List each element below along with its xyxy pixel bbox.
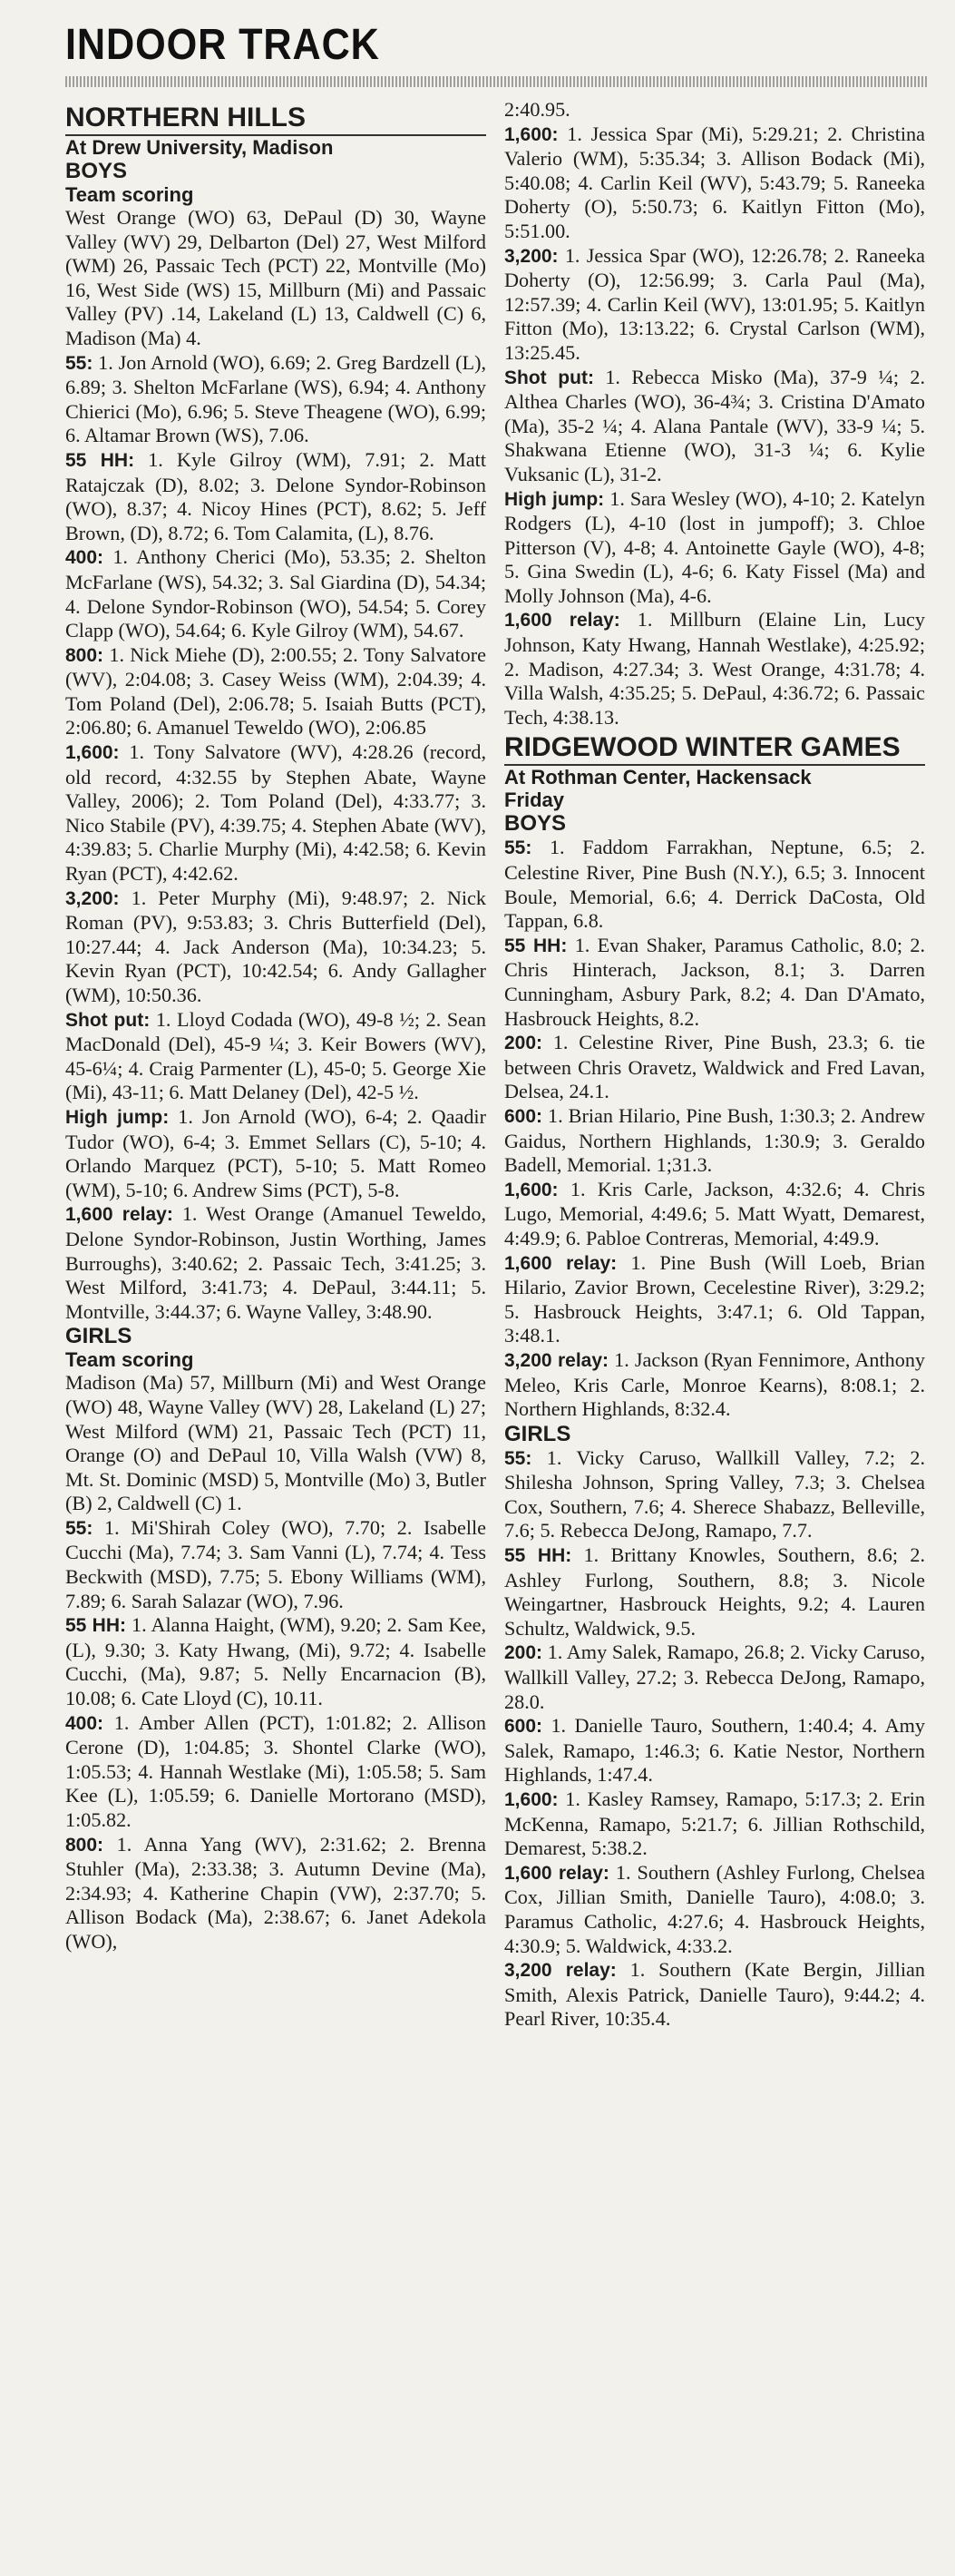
event-label: 3,200 relay: xyxy=(504,1349,609,1371)
event-result xyxy=(504,1958,925,2032)
event-result xyxy=(504,1788,925,1861)
event-label: Shot put: xyxy=(504,367,594,388)
event-label: 1,600 relay: xyxy=(504,1252,618,1274)
event-text: 1. Danielle Tauro, Southern, 1:40.4; 4. Amy Salek, Ramapo, 1:46.3; 6. Katie Nestor, Northern Highlands, 1:47.4. xyxy=(504,1714,926,1787)
event-result xyxy=(65,1008,486,1105)
event-label: 600: xyxy=(504,1716,543,1738)
event-text: 1. Faddom Farrakhan, Neptune, 6.5; 2. Celestine River, Pine Bush (N.Y.), 6.5; 3. Innocent Boule, Memorial, 6.6; 4. Derrick DaCosta, Old Tappan, 6.8. xyxy=(504,836,926,933)
event-result xyxy=(65,1202,486,1324)
event-text: 1. West Orange (Amanuel Teweldo, Delone Syndor-Robinson, Justin Worthing, James Burroughs), 3:40.62; 2. Passaic Tech, 3:41.25; 3. West Milford, 3:41.73; 4. DePaul, 3:44.11; 5. Montville, 3:44.37; 6. Wayne Valley, 3:48.90. xyxy=(65,1202,486,1323)
event-result xyxy=(65,1833,486,1954)
meet-title-ridgewood: RIDGEWOOD WINTER GAMES xyxy=(504,733,925,766)
event-result xyxy=(504,122,925,244)
event-label: 600: xyxy=(504,1105,543,1127)
event-label: 55: xyxy=(65,1517,93,1539)
event-text: 1. Lloyd Codada (WO), 49-8 ½; 2. Sean MacDonald (Del), 45-9 ¼; 3. Keir Bowers (WV), 45-6¼; 4. Craig Parmenter (L), 45-0; 5. George Xie (Mi), 43-11; 6. Matt Delaney (Del), 42-5 ½. xyxy=(65,1007,487,1104)
boys-heading-2: BOYS xyxy=(504,811,567,837)
event-result xyxy=(504,1178,925,1251)
event-text: 1. Alanna Haight, (WM), 9.20; 2. Sam Kee, (L), 9.30; 3. Katy Hwang, (Mi), 9.72; 4. Isabelle Cucchi, (Ma), 9.87; 5. Nelly Encarnacion (B), 10.08; 6. Cate Lloyd (C), 10.11. xyxy=(65,1613,486,1710)
event-text: 1. Kris Carle, Jackson, 4:32.6; 4. Chris Lugo, Memorial, 4:49.6; 5. Matt Wyatt, Demarest, 4:49.9; 6. Pabloe Contreras, Memorial, 4:49.9. xyxy=(504,1177,926,1249)
event-text: 1. Jackson (Ryan Fennimore, Anthony Meleo, Kris Carle, Monroe Kearns), 8:08.1; 2. Northern Highlands, 8:32.4. xyxy=(504,1347,926,1421)
event-text: 1. Vicky Caruso, Wallkill Valley, 7.2; 2. Shilesha Johnson, Spring Valley, 7.3; 3. Chelsea Cox, Southern, 7.6; 4. Sherece Shabazz, Belleville, 7.6; 5. Rebecca DeJong, Ramapo, 7.7. xyxy=(504,1445,926,1543)
event-text: 1. Brittany Knowles, Southern, 8.6; 2. Ashley Furlong, Southern, 8.8; 3. Nicole Weingartner, Hasbrouck Heights, 9.2; 4. Lauren Schultz, Waldwick, 9.5. xyxy=(504,1543,925,1640)
event-text: 1. Jon Arnold (WO), 6.69; 2. Greg Bardzell (L), 6.89; 3. Shelton McFarlane (WS), 6.94; 4. Anthony Chierici (Mo), 6.96; 5. Steve Theagene (WO), 6.99; 6. Altamar Brown (WS), 7.06. xyxy=(65,350,487,447)
event-text: 1. Jessica Spar (Mi), 5:29.21; 2. Christina Valerio (WM), 5:35.34; 3. Allison Bodack (Mi), 5:40.08; 4. Carlin Keil (WV), 5:43.79; 5. Raneeka Doherty (O), 5:50.73; 6. Kaitlyn Fitton (Mo), 5:51.00. xyxy=(504,122,925,242)
event-label: 1,600: xyxy=(504,123,559,145)
event-label: Shot put: xyxy=(65,1009,151,1031)
event-label: 1,600 relay: xyxy=(504,610,620,632)
event-text: 1. Jon Arnold (WO), 6-4; 2. Qaadir Tudor (WO), 6-4; 3. Emmet Sellars (C), 5-10; 4. Orlando Marquez (PCT), 5-10; 5. Matt Romeo (WM), 5-10; 6. Andrew Sims (PCT), 5-8. xyxy=(65,1104,486,1201)
event-label: 3,200 relay: xyxy=(504,1960,617,1982)
left-column xyxy=(65,98,486,2032)
event-result xyxy=(65,643,486,740)
event-label: 400: xyxy=(65,1712,104,1734)
girls-heading: GIRLS xyxy=(65,1324,132,1349)
boys-results-2 xyxy=(504,836,925,1421)
event-label: 55 HH: xyxy=(504,1545,572,1567)
meet-location: At Drew University, Madison xyxy=(65,136,334,159)
boys-team-scoring: West Orange (WO) 63, DePaul (D) 30, Wayne Valley (WV) 29, Delbarton (Del) 27, West Milford (WM) 26, Passaic Tech (PCT) 22, Montville (Mo) 16, West Side (WS) 15, Millburn (Mi) and Passaic Valley (PV) .14, Lakeland (L) 13, Caldwell (C) 6, Madison (Ma) 4. xyxy=(65,206,486,349)
event-label: 55 HH: xyxy=(504,935,568,956)
event-label: 3,200: xyxy=(65,887,120,909)
event-text: 1. Kasley Ramsey, Ramapo, 5:17.3; 2. Erin McKenna, Ramapo, 5:21.7; 6. Jillian Rothschild, Demarest, 5:38.2. xyxy=(504,1788,925,1860)
event-result xyxy=(504,1641,925,1714)
girls-team-scoring: Madison (Ma) 57, Millburn (Mi) and West Orange (WO) 48, Wayne Valley (WV) 28, Lakeland (L) 27; West Milford (WM) 21, Passaic Tech (PCT) 11, Orange (O) and DePaul 10, Villa Walsh (VW) 8, Mt. St. Dominic (MSD) 5, Montville (Mo) 3, Butler (B) 2, Caldwell (C) 1. xyxy=(65,1371,486,1515)
event-text: 1. Mi'Shirah Coley (WO), 7.70; 2. Isabelle Cucchi (Ma), 7.74; 3. Sam Vanni (L), 7.74; 4. Tess Beckwith (MSD), 7.75; 5. Ebony Williams (WM), 7.89; 6. Sarah Salazar (WO), 7.96. xyxy=(65,1515,486,1612)
event-result xyxy=(504,934,925,1031)
boys-results xyxy=(65,351,486,1325)
girls-results-continued xyxy=(504,122,925,730)
event-label: 55: xyxy=(65,352,93,374)
event-label: 1,600 relay: xyxy=(65,1204,173,1226)
event-text: 1. Anthony Cherici (Mo), 53.35; 2. Shelton McFarlane (WS), 54.32; 3. Sal Giardina (D), 54.34; 4. Delone Syndor-Robinson (WO), 54.54; 5. Corey Clapp (WO), 54.64; 6. Kyle Gilroy (WM), 54.67. xyxy=(65,545,486,642)
event-label: High jump: xyxy=(65,1106,170,1128)
event-text: 1. Peter Murphy (Mi), 9:48.97; 2. Nick Roman (PV), 9:53.83; 3. Chris Butterfield (Del), 10:27.44; 4. Jack Anderson (Ma), 10:34.23; 5. Kevin Ryan (PCT), 10:42.54; 6. Andy Gallagher (WM), 10:50.36. xyxy=(65,886,486,1006)
meet-title-northern-hills: NORTHERN HILLS xyxy=(65,103,486,136)
title-rule xyxy=(65,76,928,87)
event-result xyxy=(65,1516,486,1613)
event-text: 1. Jessica Spar (WO), 12:26.78; 2. Raneeka Doherty (O), 12:56.99; 3. Carla Paul (Ma), 12:57.39; 4. Carlin Keil (WV), 13:01.95; 5. Kaitlyn Fitton (Mo), 13:13.22; 6. Crystal Carlson (WM), 13:25.45. xyxy=(504,243,926,364)
continued-result: 2:40.95. xyxy=(504,98,570,121)
event-text: 1. Southern (Kate Bergin, Jillian Smith, Alexis Patrick, Danielle Tauro), 9:44.2; 4. Pearl River, 10:35.4. xyxy=(504,1958,925,2031)
girls-results-2 xyxy=(504,1446,925,2032)
event-text: 1. Rebecca Misko (Ma), 37-9 ¼; 2. Althea Charles (WO), 36-4¾; 3. Cristina D'Amato (Ma), 35-2 ¼; 4. Alana Pantale (WV), 33-9 ¼; 5. Shakwana Etienne (WO), 31-3 ¼; 6. Kylie Vuksanic (L), 31-2. xyxy=(504,365,925,485)
event-text: 1. Sara Wesley (WO), 4-10; 2. Katelyn Rodgers (L), 4-10 (lost in jumpoff); 3. Chloe Pitterson (V), 4-8; 4. Antoinette Gayle (WO), 4-8; 5. Gina Swedin (L), 4-6; 6. Katy Fissel (Ma) and Molly Johnson (Ma), 4-6. xyxy=(504,486,926,607)
event-text: 1. Pine Bush (Will Loeb, Brian Hilario, Zavior Brown, Cecelestine River), 3:29.2; 5. Hasbrouck Heights, 3:47.1; 6. Old Tappan, 3:48.1. xyxy=(504,1250,925,1347)
event-result xyxy=(504,1251,925,1348)
girls-results xyxy=(65,1516,486,1954)
event-result xyxy=(504,608,925,730)
event-label: 55: xyxy=(504,1447,532,1469)
event-result xyxy=(504,1348,925,1422)
meet2-location: At Rothman Center, Hackensack xyxy=(504,766,812,789)
event-result xyxy=(504,244,925,366)
event-result xyxy=(504,366,925,487)
event-result xyxy=(504,1446,925,1543)
event-text: 1. Evan Shaker, Paramus Catholic, 8.0; 2. Chris Hinterach, Jackson, 8.1; 3. Darren Cunningham, Asbury Park, 8.2; 4. Dan D'Amato, Hasbrouck Heights, 8.2. xyxy=(504,933,925,1030)
event-result xyxy=(504,487,925,609)
boys-team-scoring-heading: Team scoring xyxy=(65,183,194,206)
event-label: High jump: xyxy=(504,488,605,510)
event-result xyxy=(65,1105,486,1202)
event-label: 3,200: xyxy=(504,245,559,267)
event-label: 55: xyxy=(504,837,532,859)
event-label: 1,600: xyxy=(65,742,120,764)
event-text: 1. Kyle Gilroy (WM), 7.91; 2. Matt Ratajczak (D), 8.02; 3. Delone Syndor-Robinson (WO), 8.37; 4. Nicoy Hines (PCT), 8.62; 5. Jeff Brown, (D), 8.72; 6. Tom Calamita, (L), 8.76. xyxy=(65,447,487,544)
event-result xyxy=(504,1861,925,1958)
event-label: 1,600 relay: xyxy=(504,1862,609,1884)
event-text: 1. Celestine River, Pine Bush, 23.3; 6. tie between Chris Oravetz, Waldwick and Fred Lavan, Delsea, 24.1. xyxy=(504,1031,925,1103)
event-text: 1. Anna Yang (WV), 2:31.62; 2. Brenna Stuhler (Ma), 2:33.38; 3. Autumn Devine (Ma), 2:34.93; 4. Katherine Chapin (VW), 2:37.70; 5. Allison Bodack (Ma), 2:38.67; 6. Janet Adekola (WO), xyxy=(65,1832,486,1953)
columns xyxy=(65,98,928,2032)
event-text: 1. Southern (Ashley Furlong, Chelsea Cox, Jillian Smith, Danielle Tauro), 4:08.0; 3. Paramus Catholic, 4:27.6; 4. Hasbrouck Heights, 4:30.9; 5. Waldwick, 4:33.2. xyxy=(504,1860,925,1957)
girls-team-scoring-heading: Team scoring xyxy=(65,1348,194,1372)
event-result xyxy=(65,886,486,1008)
event-text: 1. Millburn (Elaine Lin, Lucy Johnson, Katy Hwang, Hannah Westlake), 4:25.92; 2. Madison, 4:27.34; 3. West Orange, 4:31.78; 4. Villa Walsh, 4:35.25; 5. DePaul, 4:36.72; 6. Passaic Tech, 4:38.13. xyxy=(504,608,925,729)
event-result xyxy=(65,351,486,448)
event-label: 800: xyxy=(65,644,104,666)
event-result xyxy=(65,1613,486,1710)
event-result xyxy=(65,448,486,545)
event-label: 400: xyxy=(65,547,104,569)
event-label: 55 HH: xyxy=(65,1615,126,1637)
meet2-day: Friday xyxy=(504,788,565,812)
event-result xyxy=(65,1711,486,1833)
event-label: 200: xyxy=(504,1642,543,1664)
event-label: 1,600: xyxy=(504,1179,559,1200)
event-text: 1. Nick Miehe (D), 2:00.55; 2. Tony Salvatore (WV), 2:04.08; 3. Casey Weiss (WM), 2:04.39; 4. Tom Poland (Del), 2:06.78; 5. Isaiah Butts (PCT), 2:06.80; 6. Amanuel Teweldo (WO), 2:06.85 xyxy=(65,642,486,739)
girls-heading-2: GIRLS xyxy=(504,1421,571,1446)
page-title: INDOOR TRACK xyxy=(65,21,380,69)
event-label: 200: xyxy=(504,1033,543,1054)
event-label: 800: xyxy=(65,1834,104,1856)
event-result xyxy=(65,545,486,642)
event-text: 1. Amber Allen (PCT), 1:01.82; 2. Allison Cerone (D), 1:04.85; 3. Shontel Clarke (WO), 1:05.53; 4. Hannah Westlake (Mi), 1:05.58; 5. Sam Kee (L), 1:05.59; 6. Danielle Mortorano (MSD), 1:05.82. xyxy=(65,1710,487,1831)
event-result xyxy=(504,1104,925,1178)
event-result xyxy=(504,836,925,933)
event-result xyxy=(504,1543,925,1641)
event-result xyxy=(65,740,486,886)
event-label: 1,600: xyxy=(504,1789,559,1810)
right-column xyxy=(504,98,925,2032)
event-text: 1. Tony Salvatore (WV), 4:28.26 (record, old record, 4:32.55 by Stephen Abate, Wayne Valley, 2006); 2. Tom Poland (Del), 4:33.77; 3. Nico Stabile (PV), 4:39.75; 4. Stephen Abate (WV), 4:39.83; 5. Charlie Murphy (Mi), 4:42.58; 6. Kevin Ryan (PCT), 4:42.62. xyxy=(65,740,486,886)
event-text: 1. Amy Salek, Ramapo, 26.8; 2. Vicky Caruso, Wallkill Valley, 27.2; 3. Rebecca DeJong, Ramapo, 28.0. xyxy=(504,1641,925,1713)
event-result xyxy=(504,1031,925,1104)
boys-heading: BOYS xyxy=(65,159,128,183)
event-label: 55 HH: xyxy=(65,449,135,471)
event-result xyxy=(504,1714,925,1788)
event-text: 1. Brian Hilario, Pine Bush, 1:30.3; 2. Andrew Gaidus, Northern Highlands, 1:30.9; 3. Geraldo Badell, Memorial. 1;31.3. xyxy=(504,1103,926,1177)
